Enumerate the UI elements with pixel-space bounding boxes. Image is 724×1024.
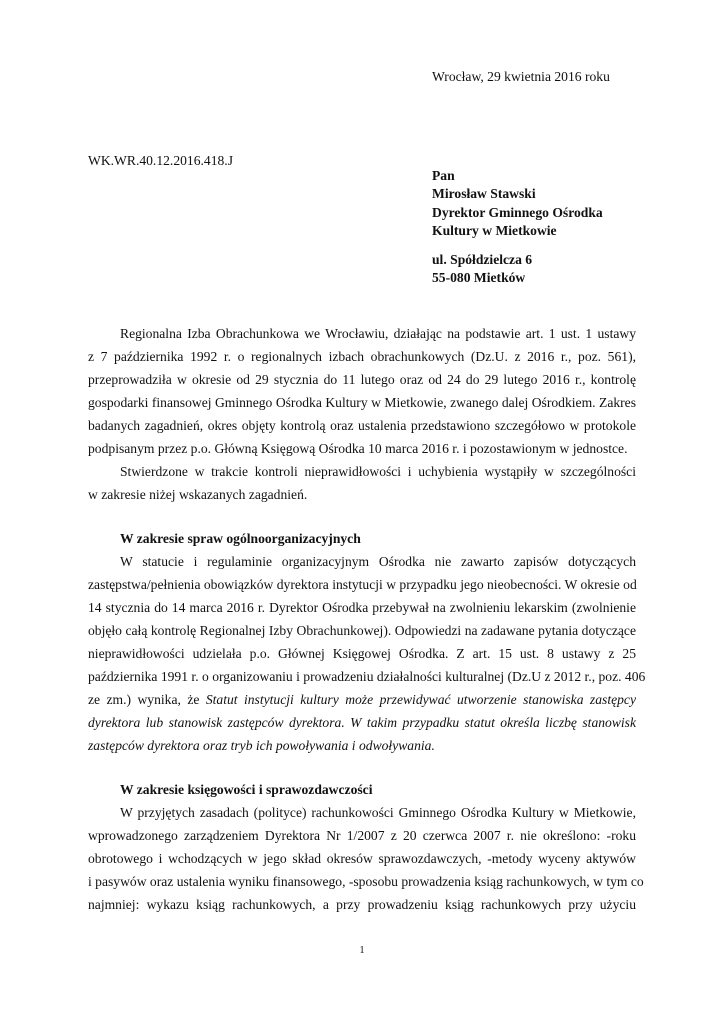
text-line: W statucie i regulaminie organizacyjnym Ośrodka nie zawarto zapisów dotyczących bbox=[120, 554, 636, 569]
section-heading-accounting: W zakresie księgowości i sprawozdawczości bbox=[120, 782, 373, 797]
recipient-salutation: Pan bbox=[432, 168, 455, 183]
quoted-statute: zastępców dyrektora oraz tryb ich powoływania i odwoływania. bbox=[88, 738, 435, 753]
text-fragment: ze zm.) wynika, że bbox=[88, 692, 206, 707]
quoted-statute: Statut instytucji kultury może przewidywać utworzenie stanowiska zastępcy bbox=[205, 692, 636, 707]
recipient-title-1: Dyrektor Gminnego Ośrodka bbox=[432, 204, 603, 220]
recipient-street: ul. Spółdzielcza 6 bbox=[432, 252, 533, 268]
text-line: w zakresie niżej wskazanych zagadnień. bbox=[88, 487, 308, 502]
text-line: wprowadzonego zarządzeniem Dyrektora Nr 1/2007 z 20 czerwca 2007 r. nie określono: -roku bbox=[88, 828, 636, 843]
text-line: 14 stycznia do 14 marca 2016 r. Dyrektor Ośrodka przebywał na zwolnieniu lekarskim (zwolnienie bbox=[88, 600, 636, 615]
text-line: i pasywów oraz ustalenia wyniku finansowego, -sposobu prowadzenia ksiąg rachunkowych, w tym co bbox=[88, 874, 644, 889]
text-line bbox=[88, 688, 636, 711]
text-line bbox=[88, 711, 636, 734]
organization-paragraph bbox=[88, 550, 646, 757]
text-line: Stwierdzone w trakcie kontroli nieprawidłowości i uchybienia wystąpiły w szczególności bbox=[120, 464, 636, 479]
place-date: Wrocław, 29 kwietnia 2016 roku bbox=[432, 69, 610, 84]
text-line: nieprawidłowości udzielała p.o. Głównej Księgowej Ośrodka. Z art. 15 ust. 8 ustawy z 25 bbox=[88, 646, 636, 661]
text-line: objęło całą kontrolę Regionalnej Izby Obrachunkowej). Odpowiedzi na zadawane pytania dotyczące bbox=[88, 623, 636, 638]
letter-body bbox=[88, 322, 646, 916]
text-line: z 7 października 1992 r. o regionalnych izbach obrachunkowych (Dz.U. z 2016 r., poz. 561), bbox=[88, 349, 636, 364]
recipient-postal: 55-080 Mietków bbox=[432, 270, 526, 286]
intro-paragraph bbox=[88, 322, 636, 506]
text-line bbox=[88, 734, 636, 757]
reference-number: WK.WR.40.12.2016.418.J bbox=[88, 153, 233, 168]
recipient-title-2: Kultury w Mietkowie bbox=[432, 222, 557, 238]
text-line: przeprowadziła w okresie od 29 stycznia do 11 lutego oraz od 24 do 29 lutego 2016 r., kontrolę bbox=[88, 372, 636, 387]
text-line: najmniej: wykazu ksiąg rachunkowych, a przy prowadzeniu ksiąg rachunkowych przy użyciu bbox=[88, 897, 636, 912]
text-line: badanych zagadnień, okres objęty kontrolą oraz ustalenia przedstawiono szczegółowo w protokole bbox=[88, 418, 636, 433]
section-heading-organization: W zakresie spraw ogólnoorganizacyjnych bbox=[120, 531, 361, 546]
text-line: gospodarki finansowej Gminnego Ośrodka Kultury w Mietkowie, zwanego dalej Ośrodkiem. Zakres bbox=[88, 395, 636, 410]
text-line: października 1991 r. o organizowaniu i prowadzeniu działalności kulturalnej (Dz.U z 2012 r., poz. 406 bbox=[88, 669, 646, 684]
accounting-paragraph bbox=[88, 801, 644, 916]
recipient-name: Mirosław Stawski bbox=[432, 186, 536, 202]
quoted-statute: dyrektora lub stanowisk zastępców dyrektora. W takim przypadku statut określa liczbę stanowisk bbox=[88, 715, 636, 730]
recipient-address bbox=[432, 167, 603, 288]
page-number: 1 bbox=[359, 945, 365, 956]
text-line: W przyjętych zasadach (polityce) rachunkowości Gminnego Ośrodka Kultury w Mietkowie, bbox=[120, 805, 636, 820]
text-line: zastępstwa/pełnienia obowiązków dyrektora instytucji w przypadku jego nieobecności. W okresie od bbox=[88, 577, 637, 592]
text-line: Regionalna Izba Obrachunkowa we Wrocławiu, działając na podstawie art. 1 ust. 1 ustawy bbox=[120, 326, 636, 341]
text-line: obrotowego i wchodzących w jego skład okresów sprawozdawczych, -metody wyceny aktywów bbox=[88, 851, 636, 866]
text-line: podpisanym przez p.o. Główną Księgową Ośrodka 10 marca 2016 r. i pozostawionym w jednostce. bbox=[88, 441, 628, 456]
